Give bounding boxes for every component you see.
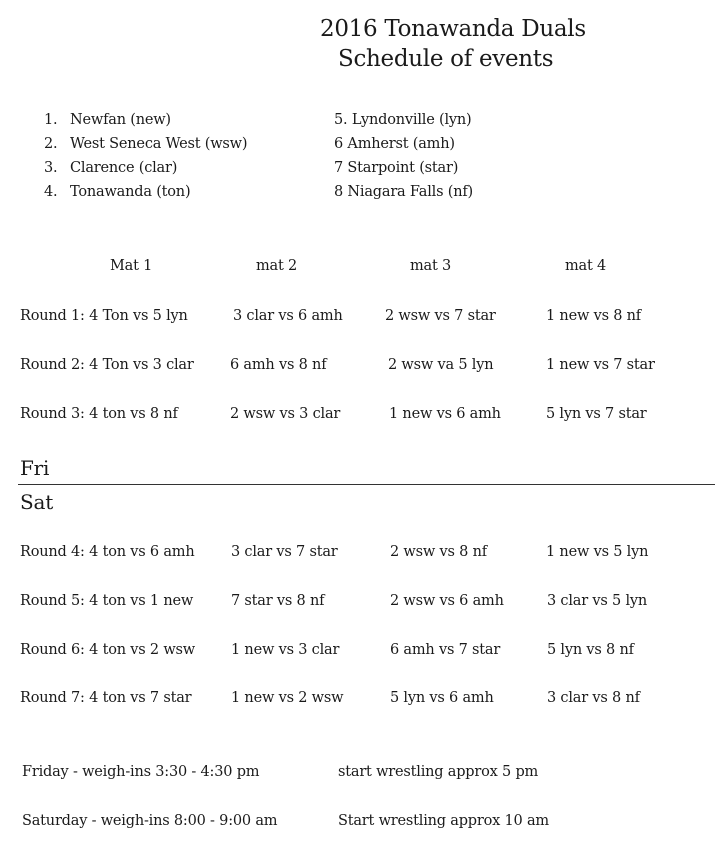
- round-cell-mat-4: 5 lyn vs 8 nf: [547, 642, 634, 658]
- round-cell-mat-1: Round 4: 4 ton vs 6 amh: [20, 544, 195, 560]
- team-number: 4.: [44, 184, 58, 200]
- team-item: [44, 136, 247, 152]
- round-cell-mat-2: 2 wsw vs 3 clar: [230, 406, 341, 422]
- round-cell-mat-1: Round 2: 4 Ton vs 3 clar: [20, 357, 194, 373]
- team-item: 5. Lyndonville (lyn): [334, 112, 472, 128]
- team-name: West Seneca West (wsw): [70, 136, 248, 152]
- round-cell-mat-2: 1 new vs 3 clar: [231, 642, 340, 658]
- team-name: Clarence (clar): [70, 160, 178, 176]
- round-cell-mat-4: 1 new vs 8 nf: [546, 308, 641, 324]
- team-item: [44, 160, 177, 176]
- mat-header: mat 3: [410, 258, 452, 274]
- team-item: 8 Niagara Falls (nf): [334, 184, 473, 200]
- round-cell-mat-2: 7 star vs 8 nf: [231, 593, 325, 609]
- team-item: [44, 112, 171, 128]
- round-cell-mat-4: 1 new vs 5 lyn: [546, 544, 649, 560]
- title-line-2: Schedule of events: [338, 46, 554, 72]
- day-divider: [18, 484, 715, 485]
- friday-start: start wrestling approx 5 pm: [338, 764, 539, 780]
- round-cell-mat-4: 3 clar vs 8 nf: [547, 690, 640, 706]
- saturday-weighin: Saturday - weigh-ins 8:00 - 9:00 am: [22, 813, 278, 829]
- title-line-1: 2016 Tonawanda Duals: [320, 16, 586, 42]
- round-cell-mat-1: Round 1: 4 Ton vs 5 lyn: [20, 308, 188, 324]
- team-number: 3.: [44, 160, 58, 176]
- round-cell-mat-4: 3 clar vs 5 lyn: [547, 593, 648, 609]
- mat-header: mat 2: [256, 258, 298, 274]
- round-cell-mat-3: 5 lyn vs 6 amh: [390, 690, 494, 706]
- mat-header: mat 4: [565, 258, 607, 274]
- round-cell-mat-3: 1 new vs 6 amh: [389, 406, 501, 422]
- team-item: [44, 184, 190, 200]
- round-cell-mat-1: Round 3: 4 ton vs 8 nf: [20, 406, 178, 422]
- round-cell-mat-2: 3 clar vs 6 amh: [233, 308, 343, 324]
- round-cell-mat-1: Round 5: 4 ton vs 1 new: [20, 593, 194, 609]
- team-item: 7 Starpoint (star): [334, 160, 459, 176]
- round-cell-mat-4: 5 lyn vs 7 star: [546, 406, 647, 422]
- round-cell-mat-2: 1 new vs 2 wsw: [231, 690, 344, 706]
- round-cell-mat-1: Round 7: 4 ton vs 7 star: [20, 690, 192, 706]
- saturday-label: Sat: [20, 490, 54, 514]
- friday-label: Fri: [20, 456, 50, 480]
- round-cell-mat-3: 2 wsw va 5 lyn: [388, 357, 494, 373]
- team-number: 2.: [44, 136, 58, 152]
- round-cell-mat-3: 2 wsw vs 8 nf: [390, 544, 487, 560]
- saturday-start: Start wrestling approx 10 am: [338, 813, 549, 829]
- team-name: Newfan (new): [70, 112, 171, 128]
- round-cell-mat-1: Round 6: 4 ton vs 2 wsw: [20, 642, 196, 658]
- round-cell-mat-4: 1 new vs 7 star: [546, 357, 655, 373]
- team-number: 1.: [44, 112, 58, 128]
- round-cell-mat-3: 2 wsw vs 7 star: [385, 308, 496, 324]
- team-item: 6 Amherst (amh): [334, 136, 455, 152]
- round-cell-mat-2: 6 amh vs 8 nf: [230, 357, 327, 373]
- page-title: [50, 16, 715, 72]
- team-name: Tonawanda (ton): [70, 184, 191, 200]
- friday-weighin: Friday - weigh-ins 3:30 - 4:30 pm: [22, 764, 260, 780]
- mat-header: Mat 1: [110, 258, 153, 274]
- round-cell-mat-3: 6 amh vs 7 star: [390, 642, 501, 658]
- round-cell-mat-2: 3 clar vs 7 star: [231, 544, 338, 560]
- round-cell-mat-3: 2 wsw vs 6 amh: [390, 593, 504, 609]
